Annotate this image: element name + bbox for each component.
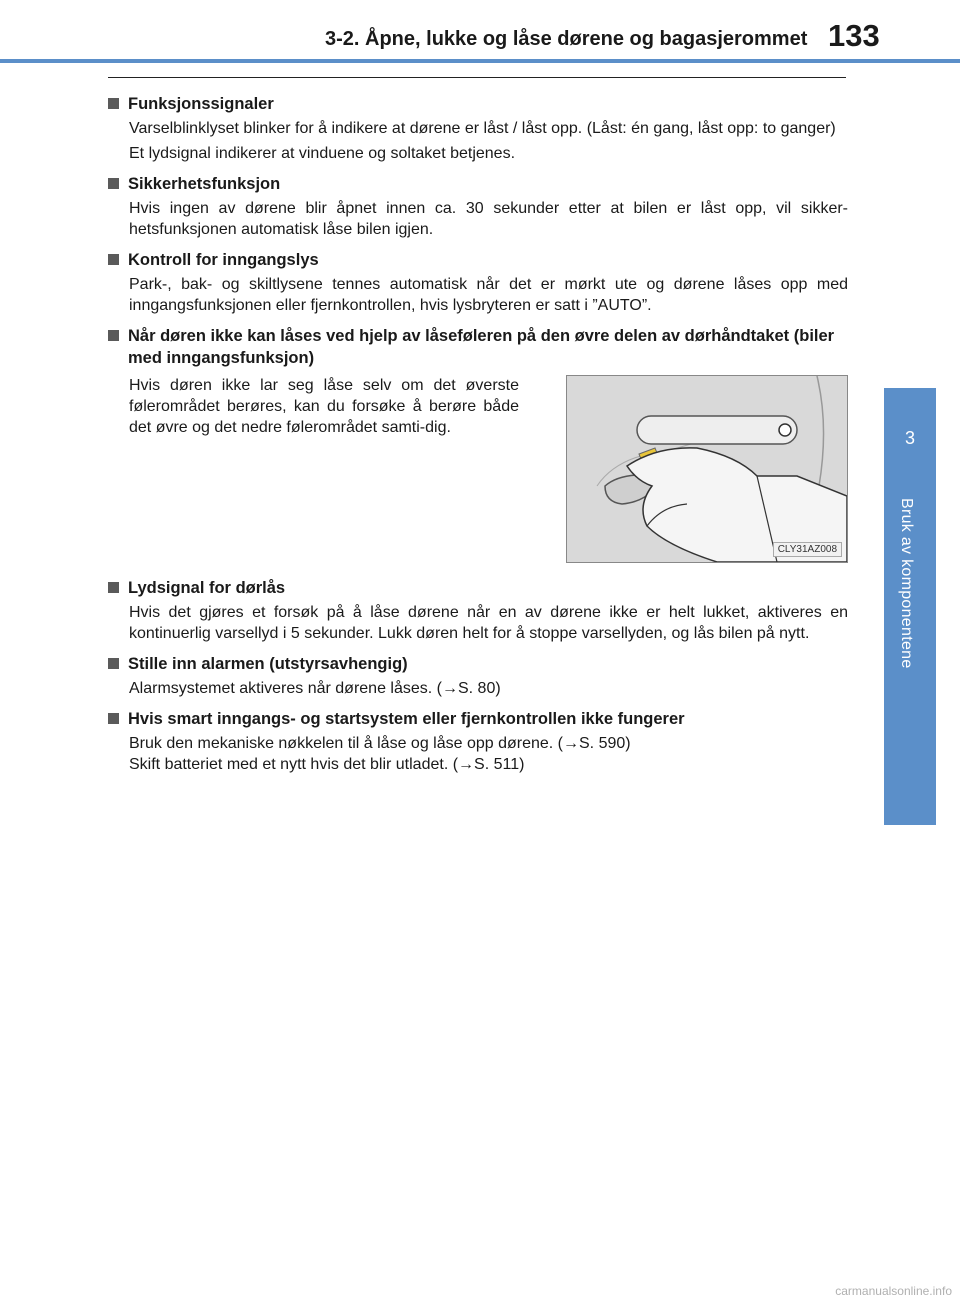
section-heading: Kontroll for inngangslys — [128, 251, 319, 269]
paragraph-link[interactable]: Bruk den mekaniske nøkkelen til å låse og låse opp dørene. (→S. 590) Skift batteriet med et nytt hvis det blir utladet. (→S. 511) — [129, 735, 631, 773]
page-content — [108, 93, 848, 784]
paragraph: Park-, bak- og skiltlysene tennes automatisk når det er mørkt ute og dørene låses opp med inngangsfunksjonen eller fjernkontrollen, hvis lysbryteren er satt i ”AUTO”. — [129, 276, 848, 314]
paragraph: Hvis det gjøres et forsøk på å låse dørene når en av dørene ikke er helt lukket, aktiveres en kontinuerlig varsellyd i 5 sekunder. Lukk døren helt for å stoppe varsellyden, og lås bilen på nytt. — [129, 604, 848, 642]
door-handle-illustration — [566, 375, 848, 563]
bullet-square-icon — [108, 713, 119, 724]
door-handle-hand-icon — [567, 376, 847, 562]
chapter-title: 3-2. Åpne, lukke og låse dørene og bagasjerommet — [325, 28, 808, 50]
section-inngangslys — [108, 249, 848, 316]
page-number: 133 — [828, 18, 880, 53]
paragraph: Et lydsignal indikerer at vinduene og soltaket betjenes. — [129, 145, 516, 162]
section-alarm — [108, 653, 848, 699]
section-smart-inngang — [108, 708, 848, 775]
section-lydsignal — [108, 577, 848, 644]
watermark-text: carmanualsonline.info — [835, 1284, 952, 1298]
section-heading: Stille inn alarmen (utstyrsavhengig) — [128, 655, 408, 673]
side-tab-label: Bruk av komponentene — [898, 498, 915, 669]
bullet-square-icon — [108, 254, 119, 265]
paragraph: Hvis ingen av dørene blir åpnet innen ca. 30 sekunder etter at bilen er låst opp, vil sikker-hetsfunksjonen automatisk låse bilen igjen. — [129, 200, 848, 238]
section-heading: Sikkerhetsfunksjon — [128, 175, 281, 193]
section-funksjonssignaler — [108, 93, 848, 164]
figure-code: CLY31AZ008 — [773, 542, 842, 557]
bullet-square-icon — [108, 330, 119, 341]
section-sikkerhetsfunksjon — [108, 173, 848, 240]
paragraph: Varselblinklyset blinker for å indikere at dørene er låst / låst opp. (Låst: én gang, låst opp: to ganger) — [129, 120, 836, 137]
section-heading: Hvis smart inngangs- og startsystem eller fjernkontrollen ikke fungerer — [128, 710, 685, 728]
header-rule — [108, 77, 846, 78]
bullet-square-icon — [108, 658, 119, 669]
section-heading: Når døren ikke kan låses ved hjelp av låseføleren på den øvre delen av dørhåndtaket (biler med inngangsfunksjon) — [128, 327, 835, 367]
side-tab-number: 3 — [904, 428, 915, 448]
section-heading: Lydsignal for dørlås — [128, 579, 286, 597]
bullet-square-icon — [108, 582, 119, 593]
header-bar — [0, 59, 960, 63]
section-laaseføler — [108, 325, 848, 563]
figure-caption-text: Hvis døren ikke lar seg låse selv om det øverste følerområdet berøres, kan du forsøke å berøre både det øvre og det nedre følerområdet samti-dig. — [129, 377, 519, 436]
section-heading: Funksjonssignaler — [128, 95, 274, 113]
paragraph-link[interactable]: Alarmsystemet aktiveres når dørene låses. (→S. 80) — [129, 680, 501, 697]
bullet-square-icon — [108, 178, 119, 189]
bullet-square-icon — [108, 98, 119, 109]
